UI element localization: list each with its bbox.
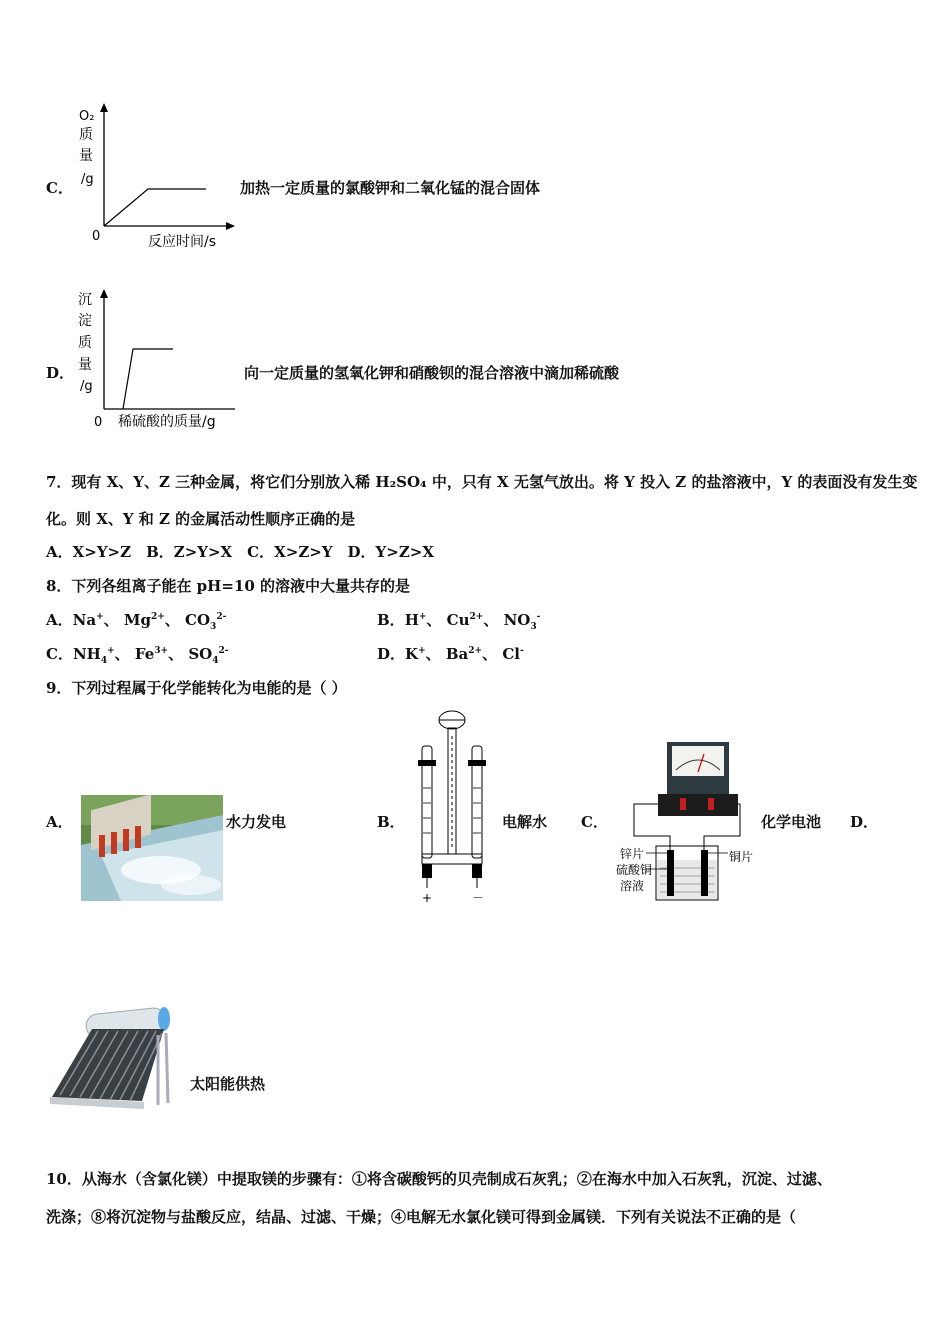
y-label-1: 沉 [78,292,92,308]
q8-option-c: C．$NH_4^+$、 $Fe^{3+}$、 $SO_4^{2-}$ [46,645,229,666]
q9-option-a-label: 水力发电 [226,813,287,831]
option-c-text: 加热一定质量的氯酸钾和二氧化锰的混合固体 [240,179,541,197]
y-label-5: /g [80,379,93,394]
y-label-4: 量 [78,357,92,373]
zinc-label: 锌片 [620,847,645,861]
curve [123,349,173,409]
q9-option-d-letter: D． [850,813,879,831]
solar-water-heater-image [46,1005,176,1115]
q10-line2: 洗涤；⑧将沉淀物与盐酸反应，结晶、过滤、干燥；④电解无水氯化镁可得到金属镁．下列有关说法不正确的是（ [46,1208,797,1226]
q9-option-c-label: 化学电池 [761,813,822,831]
x-axis-arrow [226,222,235,230]
q9-option-b-letter: B． [377,813,405,831]
origin-label: 0 [94,415,103,430]
q9-option-a-letter: A． [46,813,73,831]
y-label-1: O₂ [79,109,95,124]
y-label-3: 质 [78,335,92,351]
q9-stem: 9．下列过程属于化学能转化为电能的是（ ） [46,679,347,697]
plus-label: + [422,891,433,905]
hydropower-image [81,795,223,901]
curve [104,189,206,226]
option-c-letter: C． [46,179,73,197]
y-label-2: 质 [79,127,93,143]
minus-label: － [472,891,485,905]
q8-stem: 8．下列各组离子能在 pH=10 的溶液中大量共存的是 [46,577,410,595]
x-label: 稀硫酸的质量/g [118,414,216,430]
option-d-graph [70,285,250,435]
q7-options: A．X>Y>Z B．Z>Y>X C．X>Z>Y D．Y>Z>X [46,543,434,561]
solution-label-1: 硫酸铜 [616,863,653,877]
y-axis-arrow [100,103,108,112]
chemical-battery-diagram [612,738,762,903]
q8-option-b: B．H+、 $Cu^{2+}$、 $NO_3^-$ [377,611,541,632]
q9-option-b-label: 电解水 [502,813,548,831]
solution-label-2: 溶液 [620,879,645,893]
x-label: 反应时间/s [148,234,217,250]
q10-line1: 10．从海水（含氯化镁）中提取镁的步骤有：①将含碳酸钙的贝壳制成石灰乳；②在海水中加入石灰乳，沉淀、过滤、 [46,1170,832,1188]
q9-option-d-label: 太阳能供热 [190,1075,266,1093]
q9-option-c-letter: C． [581,813,608,831]
option-c-graph [70,100,240,252]
q8-option-a: A．Na+、 $Mg^{2+}$、 $CO_3^{2-}$ [46,611,227,632]
copper-label: 铜片 [729,850,754,864]
y-label-2: 淀 [78,313,92,329]
electrolysis-apparatus [404,708,500,906]
origin-label: 0 [92,229,101,244]
y-axis-arrow [100,289,108,298]
option-d-text: 向一定质量的氢氧化钾和硝酸钡的混合溶液中滴加稀硫酸 [244,364,620,382]
q7-line2: 化。则 X、Y 和 Z 的金属活动性顺序正确的是 [46,510,356,528]
option-d-letter: D． [46,364,75,382]
y-label-3: 量 [79,148,93,164]
q8-option-d: D．K+、 $Ba^{2+}$、 Cl- [377,645,524,663]
q7-line1: 7．现有 X、Y、Z 三种金属，将它们分别放入稀 H₂SO₄ 中，只有 X 无氢气放出。将 Y 投入 Z 的盐溶液中，Y 的表面没有发生变 [46,473,918,491]
y-label-4: /g [81,172,94,187]
